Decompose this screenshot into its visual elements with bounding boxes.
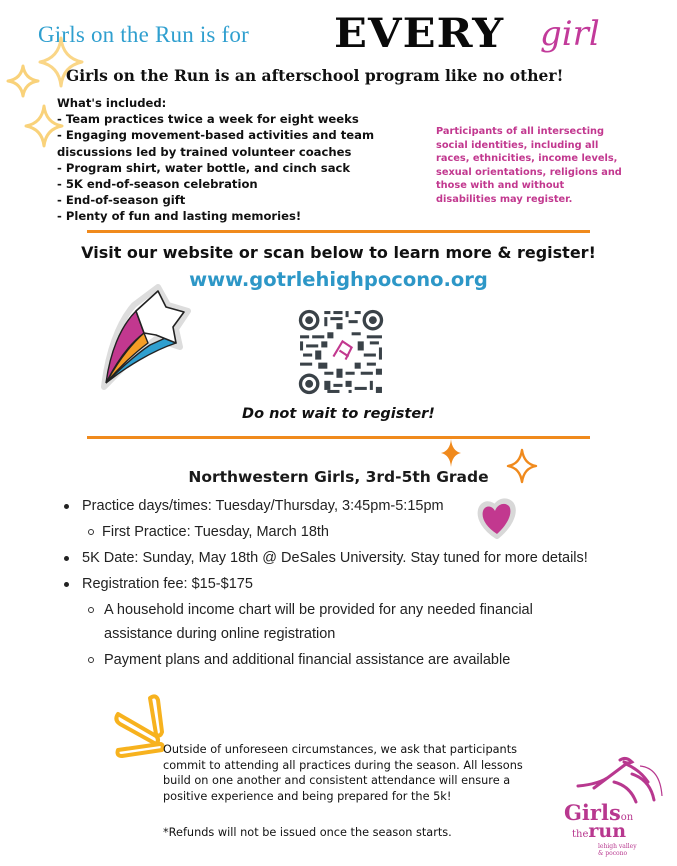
circle-bullet-icon (88, 657, 94, 663)
headline-prefix: Girls on the Run is for (38, 22, 249, 47)
detail-subitem-continued (64, 622, 588, 646)
sunburst-icon (114, 692, 168, 762)
logo-sub-line: & pocono (598, 850, 628, 857)
policy-line: Outside of unforeseen circumstances, we ask that participants (163, 743, 518, 756)
logo-the: the (572, 829, 589, 840)
inclusion-line: those with and without (436, 180, 565, 192)
shooting-star-icon (96, 283, 191, 393)
included-heading: What's included: (57, 96, 167, 110)
gotr-logo (560, 756, 672, 860)
inclusion-line: disabilities may register. (436, 193, 573, 205)
detail-subitem (64, 648, 588, 672)
detail-item (64, 494, 588, 518)
runner-icon (570, 756, 670, 806)
logo-sub-line: lehigh valley (598, 843, 637, 850)
included-line: - 5K end-of-season celebration (57, 177, 258, 192)
detail-subitem (64, 520, 588, 544)
sparkle-icon (440, 438, 462, 468)
included-line: discussions led by trained volunteer coaches (57, 144, 352, 159)
detail-text: A household income chart will be provided for any needed financial (104, 602, 533, 618)
included-line: - Team practices twice a week for eight weeks (57, 112, 359, 127)
inclusion-note (436, 125, 636, 207)
website-link[interactable]: www.gotrlehighpocono.org (189, 268, 488, 291)
logo-on: on (620, 812, 634, 823)
divider (87, 436, 590, 439)
detail-text: Practice days/times: Tuesday/Thursday, 3:45pm-5:15pm (82, 498, 444, 514)
detail-text: Payment plans and additional financial assistance are available (104, 652, 511, 668)
policy-line: positive experience and being prepared for the 5k! (163, 789, 452, 803)
detail-text: assistance during online registration (104, 626, 336, 642)
inclusion-line: Participants of all intersecting (436, 126, 605, 137)
inclusion-line: sexual orientations, religions and (436, 166, 622, 178)
logo-subtitle (598, 843, 637, 857)
register-cta: Do not wait to register! (242, 406, 435, 422)
included-line: - Program shirt, water bottle, and cinch sack (57, 160, 351, 175)
inclusion-line: races, ethnicities, income levels, (436, 153, 618, 165)
program-details (64, 494, 588, 672)
sparkle-icon (6, 64, 40, 98)
headline-girl: girl (540, 14, 600, 54)
bullet-icon (64, 556, 69, 561)
circle-bullet-icon (88, 607, 94, 613)
included-line: - End-of-season gift (57, 193, 186, 208)
bullet-icon (64, 582, 69, 587)
detail-text: First Practice: Tuesday, March 18th (102, 524, 329, 540)
headline (0, 8, 677, 58)
divider (87, 230, 590, 233)
inclusion-line: social identities, including all (436, 139, 599, 151)
detail-item (64, 572, 588, 596)
program-title: Northwestern Girls, 3rd-5th Grade (188, 468, 489, 486)
policy-line: commit to attending all practices during the season. All lessons (163, 758, 523, 772)
circle-bullet-icon (88, 529, 94, 535)
included-list (57, 95, 397, 225)
detail-text: 5K Date: Sunday, May 18th @ DeSales University. Stay tuned for more details! (82, 550, 588, 566)
included-line: - Engaging movement-based activities and team (57, 128, 375, 143)
included-line: - Plenty of fun and lasting memories! (57, 209, 302, 224)
detail-text: Registration fee: $15-$175 (82, 576, 253, 592)
policy-line: build on one another and consistent attendance will ensure a (163, 774, 511, 787)
bullet-icon (64, 504, 69, 509)
detail-subitem (64, 598, 588, 622)
detail-item (64, 546, 588, 570)
attendance-policy (163, 742, 563, 804)
qr-code[interactable] (297, 308, 385, 396)
refund-note: *Refunds will not be issued once the season starts. (163, 826, 452, 839)
subtitle: Girls on the Run is an afterschool program like no other! (66, 66, 564, 85)
logo-run: run (588, 820, 627, 842)
logo-line2 (572, 820, 626, 842)
headline-every: EVERY (334, 10, 505, 57)
logo-girls: Girls (564, 800, 621, 825)
register-heading: Visit our website or scan below to learn more & register! (81, 243, 596, 262)
